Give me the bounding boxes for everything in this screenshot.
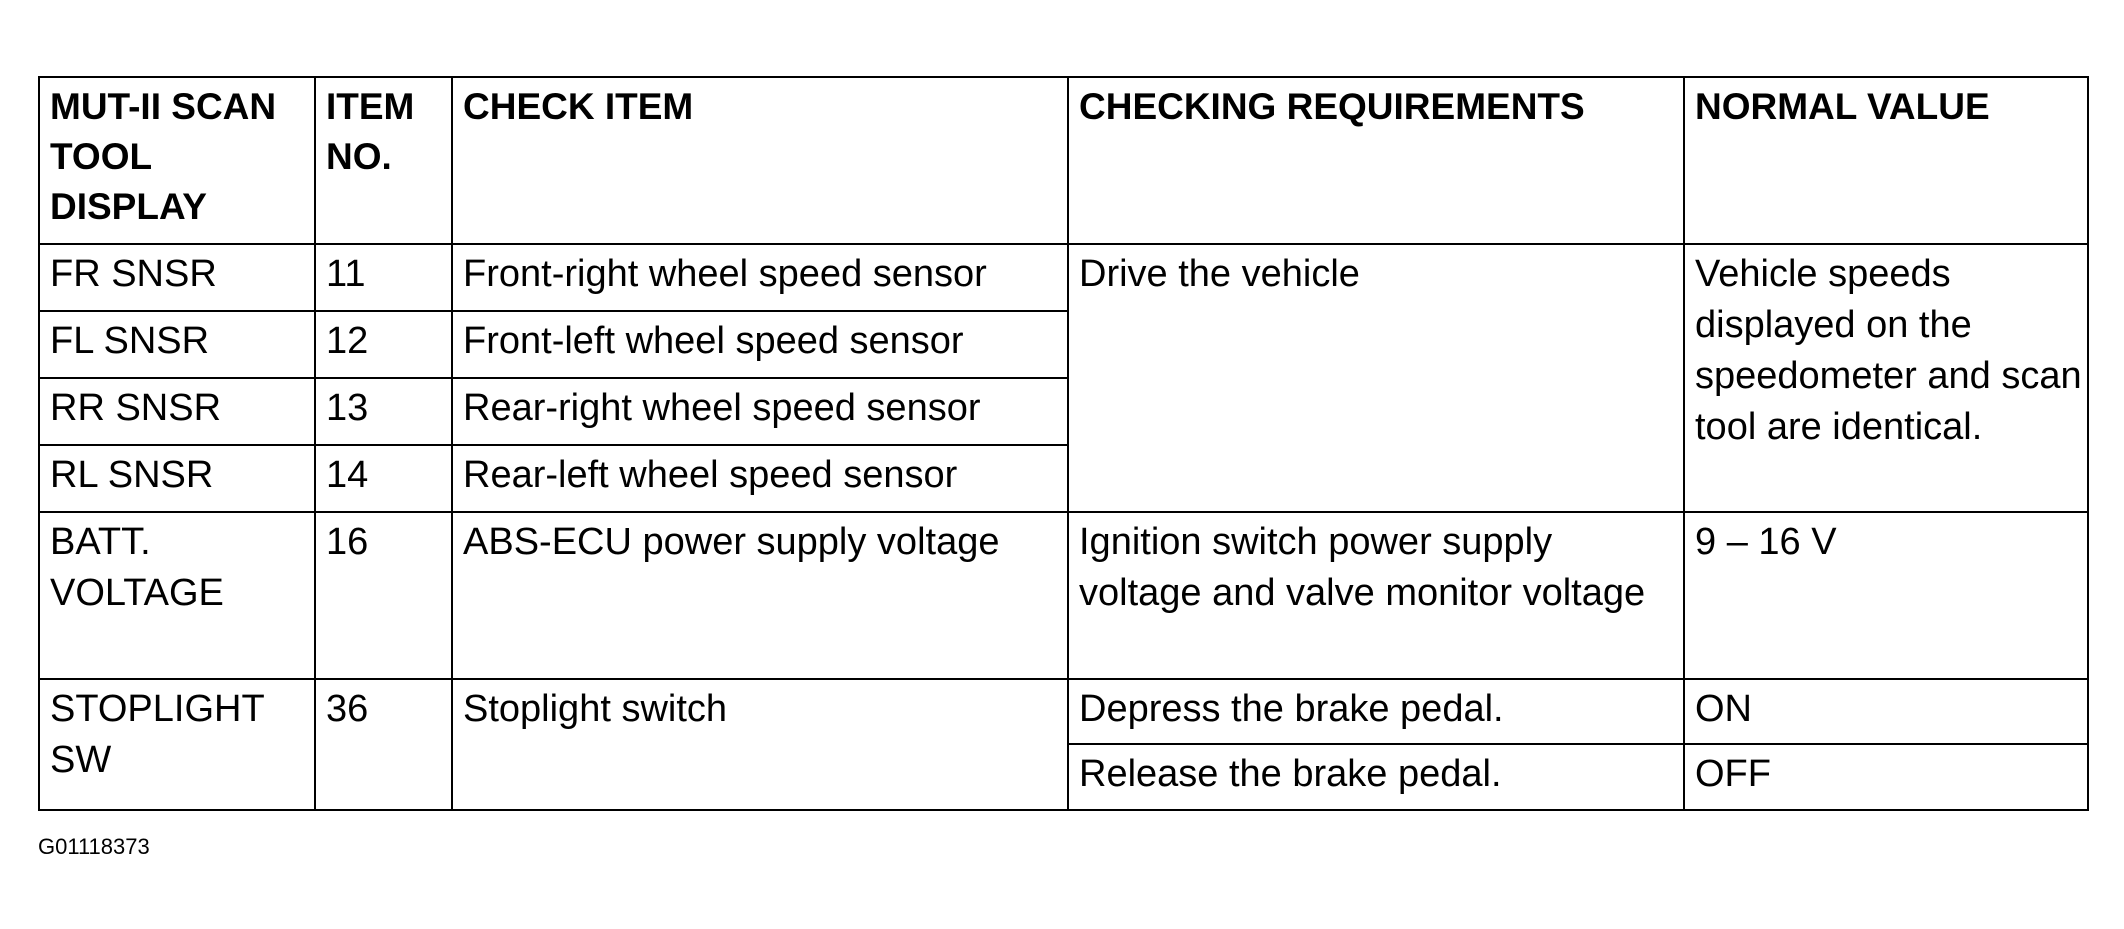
- check-item-cell: Front-left wheel speed sensor: [452, 311, 1068, 378]
- item-no-cell: 11: [315, 244, 452, 311]
- figure-id-label: G01118373: [38, 834, 150, 859]
- check-item-cell: Front-right wheel speed sensor: [452, 244, 1068, 311]
- check-item-cell: ABS-ECU power supply voltage: [452, 512, 1068, 679]
- item-no-cell: 16: [315, 512, 452, 679]
- table-row: [39, 244, 2088, 311]
- display-cell: BATT. VOLTAGE: [39, 512, 315, 679]
- wheel-requirement-cell: Drive the vehicle: [1068, 244, 1684, 512]
- header-normal-value: NORMAL VALUE: [1684, 77, 2088, 244]
- table-row: [39, 512, 2088, 679]
- header-scan-tool-display: MUT-II SCAN TOOL DISPLAY: [39, 77, 315, 244]
- display-cell: STOPLIGHT SW: [39, 679, 315, 810]
- check-item-cell: Stoplight switch: [452, 679, 1068, 810]
- requirement-cell: Depress the brake pedal.: [1068, 679, 1684, 744]
- normal-value-cell: ON: [1684, 679, 2088, 744]
- header-checking-requirements: CHECKING REQUIREMENTS: [1068, 77, 1684, 244]
- display-cell: FL SNSR: [39, 311, 315, 378]
- check-item-cell: Rear-right wheel speed sensor: [452, 378, 1068, 445]
- header-check-item: CHECK ITEM: [452, 77, 1068, 244]
- item-no-cell: 12: [315, 311, 452, 378]
- normal-value-cell: 9 – 16 V: [1684, 512, 2088, 679]
- display-cell: RR SNSR: [39, 378, 315, 445]
- wheel-normal-value-cell: Vehicle speeds displayed on the speedometer and scan tool are identical.: [1684, 244, 2088, 512]
- table-header-row: [39, 77, 2088, 244]
- header-item-no: ITEM NO.: [315, 77, 452, 244]
- requirement-cell: Release the brake pedal.: [1068, 744, 1684, 810]
- scan-tool-data-table: [38, 76, 2089, 811]
- item-no-cell: 14: [315, 445, 452, 512]
- display-cell: FR SNSR: [39, 244, 315, 311]
- table-row: [39, 679, 2088, 744]
- item-no-cell: 13: [315, 378, 452, 445]
- requirement-cell: Ignition switch power supply voltage and valve monitor voltage: [1068, 512, 1684, 679]
- check-item-cell: Rear-left wheel speed sensor: [452, 445, 1068, 512]
- normal-value-cell: OFF: [1684, 744, 2088, 810]
- item-no-cell: 36: [315, 679, 452, 810]
- display-cell: RL SNSR: [39, 445, 315, 512]
